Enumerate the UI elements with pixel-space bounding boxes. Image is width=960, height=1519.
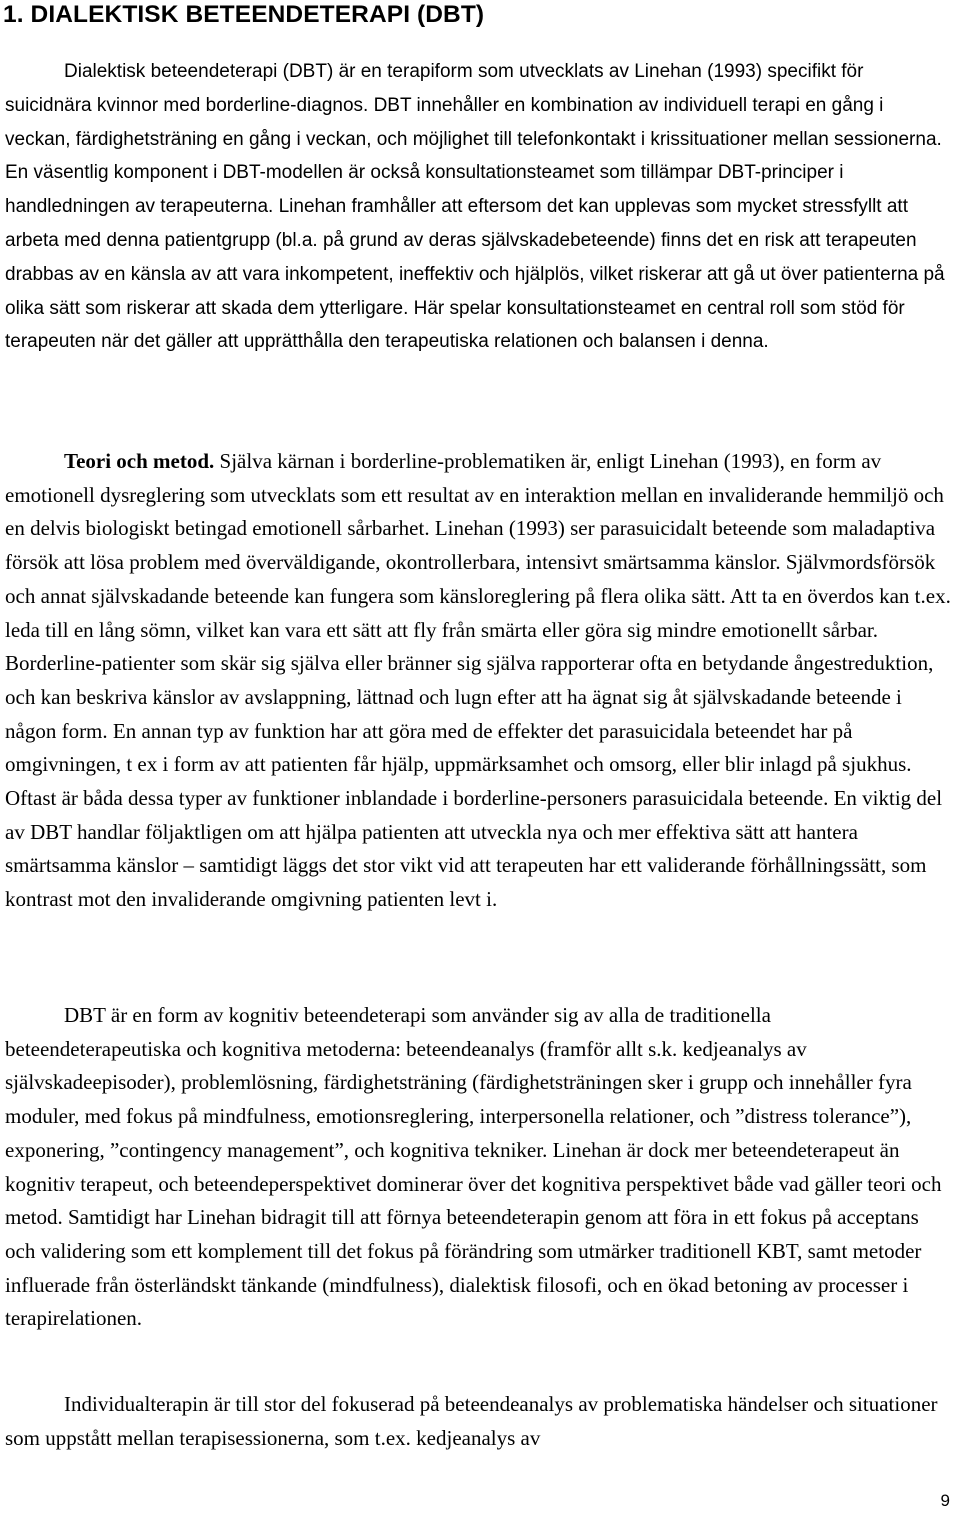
paragraph-individual-therapy-text: Individualterapin är till stor del fokuserad på beteendeanalys av problematiska händelser och situationer som uppstått mellan terapisessionerna, som t.ex. kedjeanalys av (5, 1392, 938, 1450)
paragraph-theory-method-text: Själva kärnan i borderline-problematiken är, enligt Linehan (1993), en form av emotionell dysreglering som utvecklats som ett resultat av en interaktion mellan en invaliderande hemmiljö och en delvis biologiskt betingad emotionell sårbarhet. Linehan (1993) ser parasuicidalt beteende som maladaptiva försök att lösa problem med överväldigande, okontrollerbara, intensivt smärtsamma känslor. Självmordsförsök och annat självskadande beteende kan fungera som känsloreglering på flera olika sätt. Att ta en överdos kan t.ex. leda till en lång sömn, vilket kan vara ett sätt att fly från smärta eller göra sig mindre emotionellt sårbar. Borderline-patienter som skär sig själva eller bränner sig själva rapporterar ofta en betydande ångestreduktion, och kan beskriva känslor av avslappning, lättnad och lugn efter att ha ägnat sig åt självskadande beteende i någon form. En annan typ av funktion har att göra med de effekter det parasuicidala beteendet har på omgivningen, t ex i form av att patienten får hjälp, uppmärksamhet och omsorg, eller blir inlagd på sjukhus. Oftast är båda dessa typer av funktioner inblandade i borderline-personers parasuicidala beteende. En viktig del av DBT handlar följaktligen om att hjälpa patienten att utveckla nya och mer effektiva sätt att hantera smärtsamma känslor – samtidigt läggs det stor vikt vid att terapeuten har ett validerande förhållningssätt, som kontrast mot den invaliderande omgivning patienten levt i. (5, 449, 951, 912)
paragraph-individual-therapy (5, 1388, 951, 1455)
section-heading: 1. DIALEKTISK BETEENDETERAPI (DBT) (3, 1, 485, 28)
paragraph-intro (5, 55, 951, 359)
paragraph-intro-text: Dialektisk beteendeterapi (DBT) är en terapiform som utvecklats av Linehan (1993) specifikt för suicidnära kvinnor med borderline-diagnos. DBT innehåller en kombination av individuell terapi en gång i veckan, färdighetsträning en gång i veckan, och möjlighet till telefonkontakt i krissituationer mellan sessionerna. En väsentlig komponent i DBT-modellen är också konsultationsteamet som tillämpar DBT-principer i handledningen av terapeuterna. Linehan framhåller att eftersom det kan upplevas som mycket stressfyllt att arbeta med denna patientgrupp (bl.a. på grund av deras självskadebeteende) finns det en risk att terapeuten drabbas av en känsla av att vara inkompetent, ineffektiv och hjälplös, vilket riskerar att gå ut över patienterna på olika sätt som riskerar att skada dem ytterligare. Här spelar konsultationsteamet en central roll som stöd för terapeuten när det gäller att upprätthålla den terapeutiska relationen och balansen i denna. (5, 61, 945, 353)
paragraph-cbt-methods-text: DBT är en form av kognitiv beteendeterapi som använder sig av alla de traditionella beteendeterapeutiska och kognitiva metoderna: beteendeanalys (framför allt s.k. kedjeanalys av självskadeepisoder), problemlösning, färdighetsträning (färdighetsträningen sker i grupp och innehåller fyra moduler, med fokus på mindfulness, emotionsreglering, interpersonella relationer, och ”distress tolerance”), exponering, ”contingency management”, och kognitiva tekniker. Linehan är dock mer beteendeterapeut än kognitiv terapeut, och beteendeperspektivet dominerar över det kognitiva perspektivet både vad gäller teori och metod. Samtidigt har Linehan bidragit till att förnya beteendeterapin genom att föra in ett fokus på acceptans och validering som ett komplement till det fokus på förändring som utmärker traditionell KBT, samt metoder influerade från österländskt tänkande (mindfulness), dialektisk filosofi, och en ökad betoning av processer i terapirelationen. (5, 1003, 942, 1331)
run-in-heading-theory-method: Teori och metod. (64, 449, 215, 473)
page-number: 9 (940, 1491, 950, 1510)
paragraph-cbt-methods (5, 999, 951, 1336)
paragraph-theory-method (5, 445, 951, 917)
